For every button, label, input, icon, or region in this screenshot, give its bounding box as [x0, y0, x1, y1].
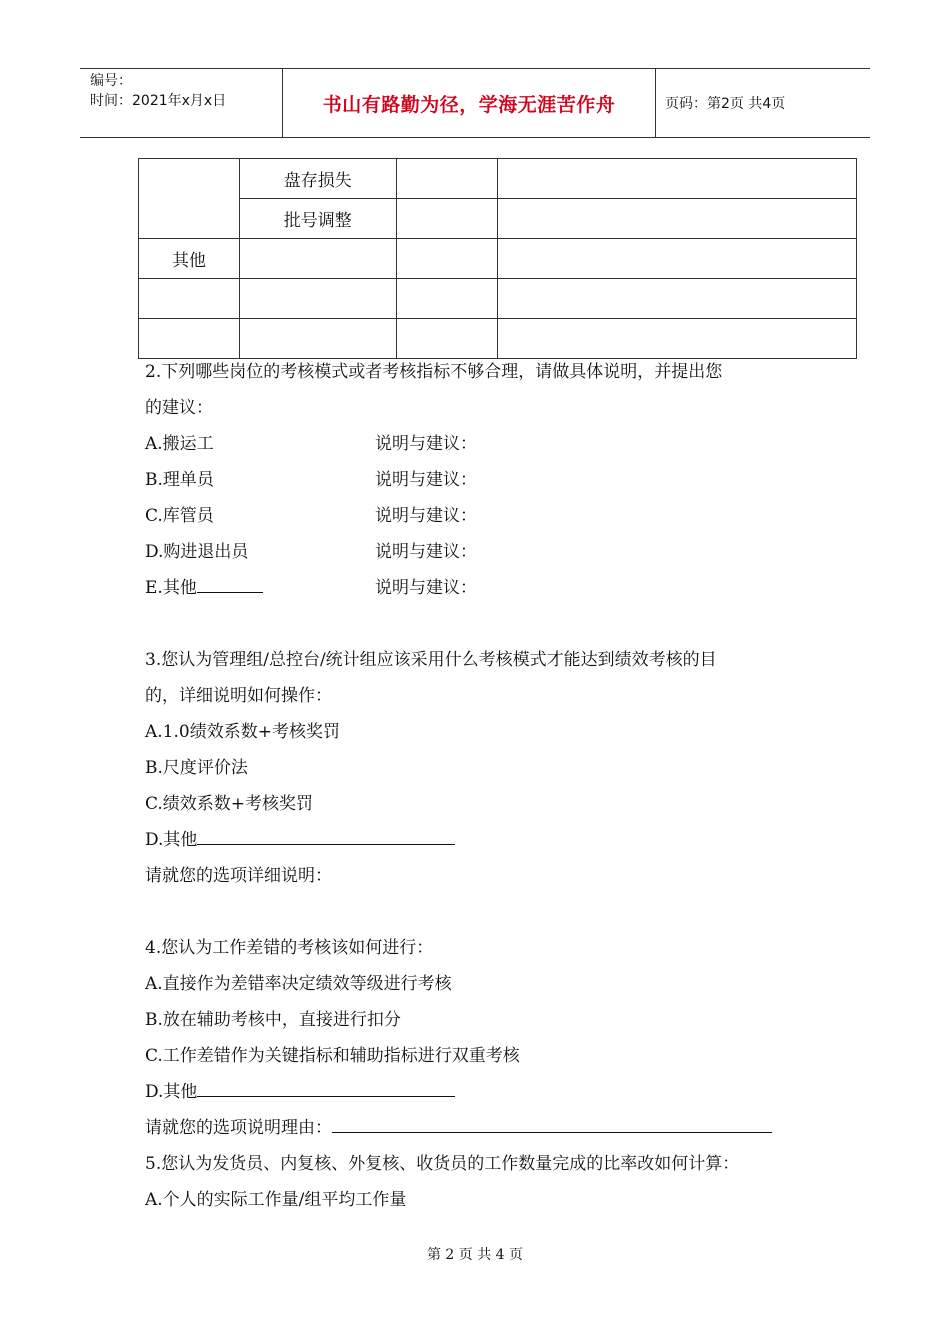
page-footer: 第 2 页 共 4 页: [426, 1247, 524, 1263]
table-cell: [396, 199, 497, 239]
q4-option-b: B.放在辅助考核中，直接进行扣分: [145, 1010, 401, 1030]
q2-option-e: [145, 576, 263, 600]
table-cell: [139, 279, 240, 319]
q2-option-d: D.购进退出员: [145, 542, 249, 562]
header-meta: [80, 69, 283, 137]
q3-option-c: C.绩效系数+考核奖罚: [145, 794, 314, 814]
table-cell: [396, 159, 497, 199]
table-cell: [239, 319, 396, 359]
table-row: [139, 239, 857, 279]
q2-option-e-blank[interactable]: [197, 576, 263, 593]
q4-option-a: A.直接作为差错率决定绩效等级进行考核: [145, 974, 452, 994]
table-row: [139, 279, 857, 319]
q2-option-b: B.理单员: [145, 470, 214, 490]
header-page-info: 页码：第2页 共4页: [665, 96, 786, 112]
table-cell: 盘存损失: [239, 159, 396, 199]
q2-note-c: 说明与建议：: [375, 506, 477, 526]
table-cell: 其他: [139, 239, 240, 279]
table-cell: [396, 239, 497, 279]
table-cell: [139, 319, 240, 359]
table-row: [139, 159, 857, 199]
table-cell: 批号调整: [239, 199, 396, 239]
q4-followup: [145, 1116, 772, 1140]
table-cell: [497, 199, 857, 239]
q2-text-line1: 2.下列哪些岗位的考核模式或者考核指标不够合理，请做具体说明，并提出您: [145, 362, 723, 382]
q2-note-a: 说明与建议：: [375, 434, 477, 454]
q4-option-d-label: D.其他: [145, 1082, 198, 1102]
q2-text-line2: 的建议：: [145, 398, 213, 418]
q4-followup-blank[interactable]: [332, 1116, 772, 1133]
q3-option-a: A.1.0绩效系数+考核奖罚: [145, 722, 340, 742]
q3-option-d: [145, 828, 455, 852]
table-cell: [239, 279, 396, 319]
q4-option-d: [145, 1080, 455, 1104]
q3-text-line1: 3.您认为管理组/总控台/统计组应该采用什么考核模式才能达到绩效考核的目: [145, 650, 717, 670]
q5-text-line1: 5.您认为发货员、内复核、外复核、收货员的工作数量完成的比率改如何计算：: [145, 1154, 740, 1174]
q2-note-d: 说明与建议：: [375, 542, 477, 562]
q3-followup: 请就您的选项详细说明：: [145, 866, 332, 886]
page-header: [80, 68, 870, 138]
table-cell: [497, 279, 857, 319]
q2-option-c: C.库管员: [145, 506, 214, 526]
table-cell: [497, 319, 857, 359]
q2-note-e: 说明与建议：: [375, 578, 477, 598]
q3-option-b: B.尺度评价法: [145, 758, 248, 778]
table-cell: [497, 159, 857, 199]
table-cell: [139, 159, 240, 239]
q4-followup-label: 请就您的选项说明理由：: [145, 1118, 332, 1138]
table-cell: [497, 239, 857, 279]
q4-option-c: C.工作差错作为关键指标和辅助指标进行双重考核: [145, 1046, 520, 1066]
q3-text-line2: 的，详细说明如何操作：: [145, 686, 332, 706]
q2-note-b: 说明与建议：: [375, 470, 477, 490]
q3-option-d-label: D.其他: [145, 830, 198, 850]
q5-option-a: A.个人的实际工作量/组平均工作量: [145, 1190, 407, 1210]
q2-option-a: A.搬运工: [145, 434, 214, 454]
assessment-table: [138, 158, 857, 359]
table-cell: [396, 279, 497, 319]
q4-text-line1: 4.您认为工作差错的考核该如何进行：: [145, 938, 434, 958]
time-label: 时间：2021年x月x日: [90, 93, 227, 109]
q2-option-e-label: E.其他: [145, 578, 197, 598]
number-label: 编号：: [90, 73, 132, 89]
q4-option-d-blank[interactable]: [197, 1080, 455, 1097]
table-row: [139, 319, 857, 359]
table-row: [139, 199, 857, 239]
q3-option-d-blank[interactable]: [197, 828, 455, 845]
table-cell: [239, 239, 396, 279]
table-cell: [396, 319, 497, 359]
header-slogan: 书山有路勤为径，学海无涯苦作舟: [283, 69, 656, 137]
